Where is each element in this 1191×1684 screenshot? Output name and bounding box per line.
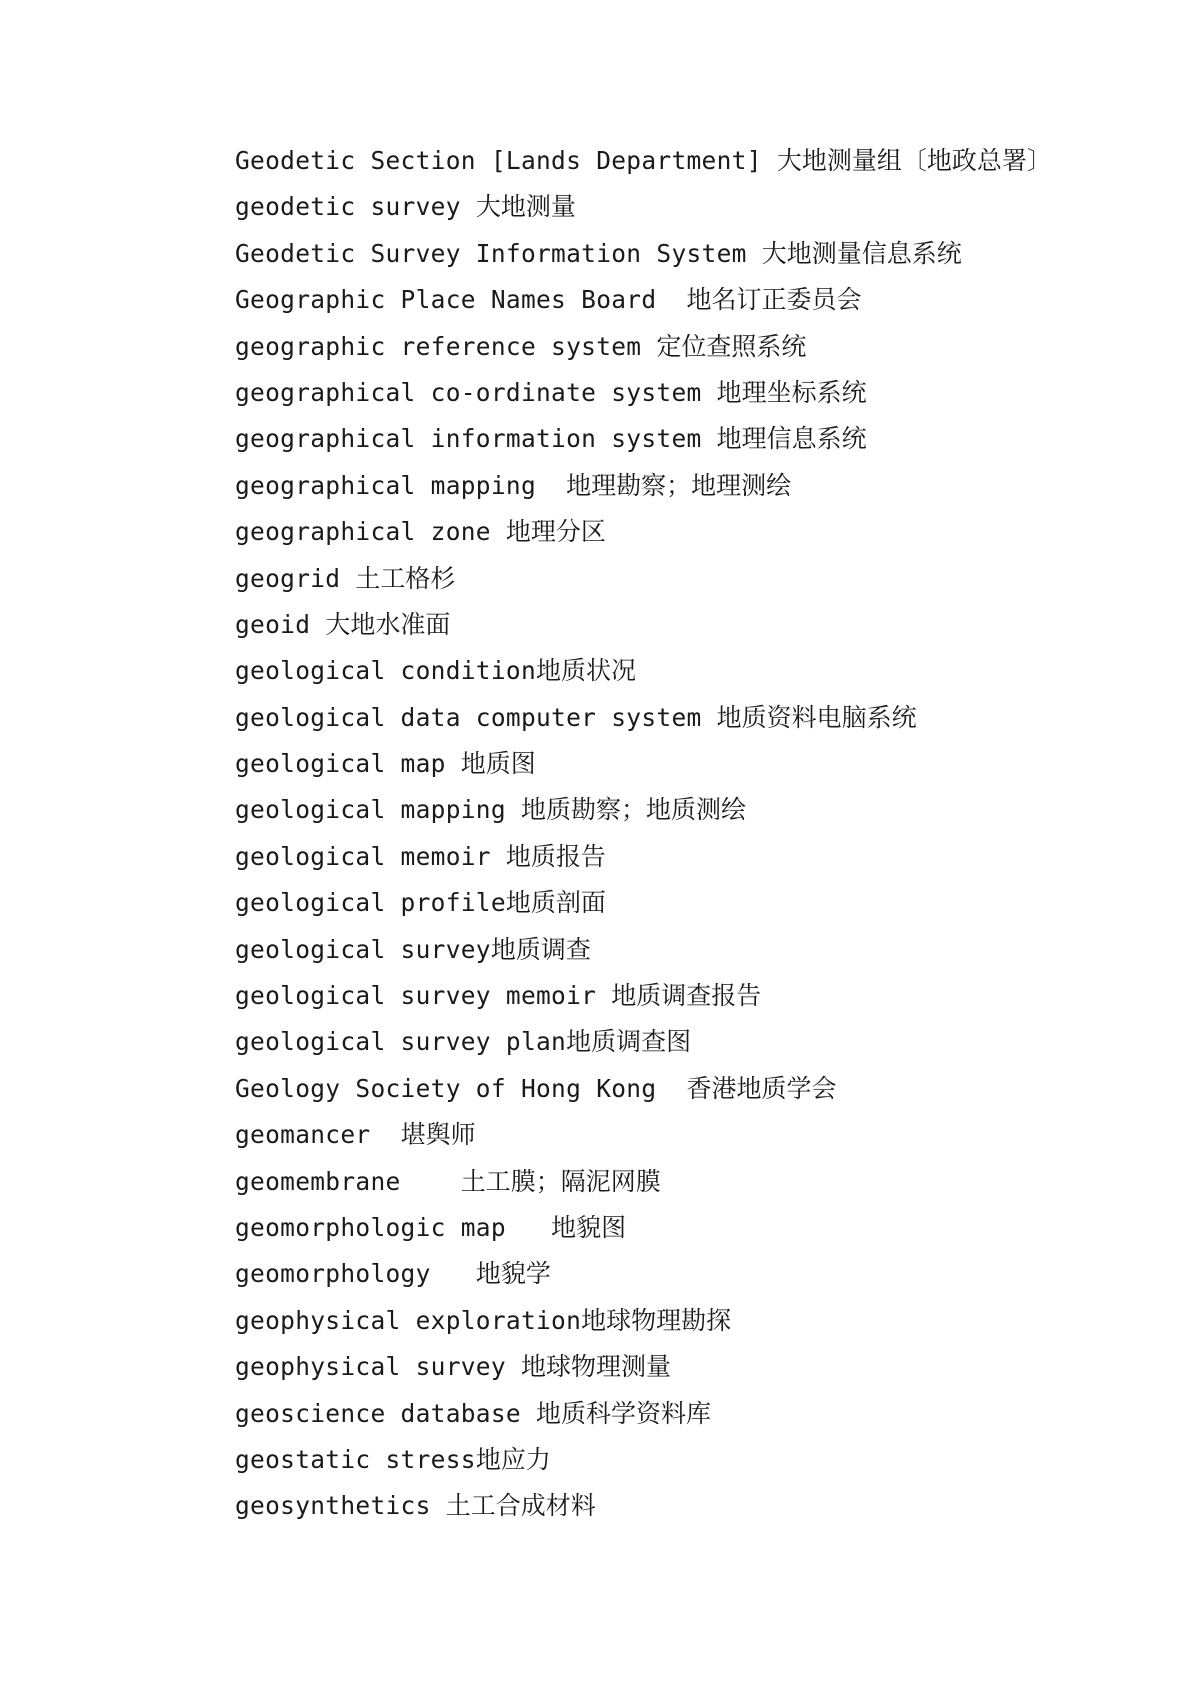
glossary-entry xyxy=(235,1205,1135,1251)
english-term: geomorphology xyxy=(235,1259,476,1289)
english-term: geological condition xyxy=(235,656,537,686)
glossary-entry xyxy=(235,973,1135,1019)
english-term: geophysical exploration xyxy=(235,1305,582,1335)
glossary-entry xyxy=(235,741,1135,787)
chinese-term: 地质状况 xyxy=(536,656,637,686)
english-term: Geodetic Section [Lands Department] xyxy=(235,146,777,175)
glossary-entry xyxy=(235,1344,1135,1390)
chinese-term: 地质科学资料库 xyxy=(536,1398,712,1428)
glossary-entry xyxy=(235,787,1135,833)
english-term: geological map xyxy=(235,749,461,779)
chinese-term: 香港地质学会 xyxy=(686,1073,837,1103)
chinese-term: 定位查照系统 xyxy=(656,331,807,361)
english-term: geophysical survey xyxy=(235,1352,521,1382)
english-term: geological survey plan xyxy=(235,1027,567,1057)
chinese-term: 堪舆师 xyxy=(400,1120,476,1150)
english-term: geographic reference system xyxy=(235,331,657,361)
glossary-entry xyxy=(235,602,1135,648)
chinese-term: 地理坐标系统 xyxy=(716,377,867,407)
english-term: geostatic stress xyxy=(235,1444,476,1474)
chinese-term: 地质调查 xyxy=(490,934,591,964)
glossary-entry xyxy=(235,416,1135,462)
english-term: geoscience database xyxy=(235,1398,537,1428)
english-term: Geology Society of Hong Kong xyxy=(235,1073,687,1103)
chinese-term: 地貌学 xyxy=(475,1259,551,1289)
glossary-entry xyxy=(235,370,1135,416)
glossary-entry xyxy=(235,880,1135,926)
english-term: geomembrane xyxy=(235,1166,461,1196)
english-term: geological memoir xyxy=(235,841,506,871)
glossary-entry xyxy=(235,927,1135,973)
glossary-entry xyxy=(235,1437,1135,1483)
glossary-entry xyxy=(235,834,1135,880)
glossary-entry xyxy=(235,1483,1135,1529)
glossary-entry xyxy=(235,695,1135,741)
english-term: geological survey xyxy=(235,934,491,964)
glossary-entry xyxy=(235,231,1135,277)
chinese-term: 地应力 xyxy=(475,1444,551,1474)
chinese-term: 地质勘察；地质测绘 xyxy=(520,795,746,825)
english-term: geological profile xyxy=(235,888,506,918)
english-term: geomorphologic map xyxy=(235,1212,552,1242)
chinese-term: 地理信息系统 xyxy=(716,424,867,454)
glossary-entry xyxy=(235,324,1135,370)
english-term: geoid xyxy=(235,609,326,639)
glossary-entry xyxy=(235,509,1135,555)
glossary-entry xyxy=(235,556,1135,602)
chinese-term: 土工膜；隔泥网膜 xyxy=(460,1166,661,1196)
glossary-entry xyxy=(235,463,1135,509)
chinese-term: 地理勘察；地理测绘 xyxy=(566,470,792,500)
chinese-term: 地质图 xyxy=(460,749,536,779)
chinese-term: 地质资料电脑系统 xyxy=(716,702,917,732)
glossary-entry xyxy=(235,1112,1135,1158)
english-term: geological mapping xyxy=(235,795,521,825)
chinese-term: 地名订正委员会 xyxy=(686,285,862,315)
chinese-term: 地质剖面 xyxy=(505,888,606,918)
glossary-entry xyxy=(235,1298,1135,1344)
glossary-entry xyxy=(235,277,1135,323)
glossary-entry xyxy=(235,1019,1135,1065)
english-term: geographical information system xyxy=(235,424,717,454)
glossary-entry xyxy=(235,648,1135,694)
chinese-term: 大地测量组〔地政总署〕 xyxy=(776,146,1052,175)
glossary-list xyxy=(235,138,1135,1530)
english-term: Geodetic Survey Information System xyxy=(235,238,762,268)
english-term: geological data computer system xyxy=(235,702,717,732)
english-term: geographical mapping xyxy=(235,470,567,500)
glossary-entry xyxy=(235,184,1135,230)
english-term: geodetic survey xyxy=(235,192,476,222)
chinese-term: 土工合成材料 xyxy=(445,1491,596,1521)
english-term: geographical zone xyxy=(235,517,506,547)
english-term: Geographic Place Names Board xyxy=(235,285,687,315)
english-term: geographical co-ordinate system xyxy=(235,377,717,407)
chinese-term: 地质调查报告 xyxy=(611,981,762,1011)
chinese-term: 地貌图 xyxy=(551,1212,627,1242)
glossary-entry xyxy=(235,1391,1135,1437)
chinese-term: 地理分区 xyxy=(505,517,606,547)
chinese-term: 土工格杉 xyxy=(355,563,456,593)
chinese-term: 大地水准面 xyxy=(325,609,451,639)
chinese-term: 地球物理勘探 xyxy=(581,1305,732,1335)
chinese-term: 大地测量 xyxy=(475,192,576,222)
chinese-term: 地球物理测量 xyxy=(520,1352,671,1382)
english-term: geogrid xyxy=(235,563,356,593)
glossary-entry xyxy=(235,1159,1135,1205)
glossary-entry xyxy=(235,1066,1135,1112)
glossary-entry xyxy=(235,138,1135,184)
chinese-term: 大地测量信息系统 xyxy=(761,238,962,268)
chinese-term: 地质报告 xyxy=(505,841,606,871)
english-term: geomancer xyxy=(235,1120,401,1150)
english-term: geological survey memoir xyxy=(235,981,612,1011)
glossary-entry xyxy=(235,1251,1135,1297)
english-term: geosynthetics xyxy=(235,1491,446,1521)
chinese-term: 地质调查图 xyxy=(566,1027,692,1057)
